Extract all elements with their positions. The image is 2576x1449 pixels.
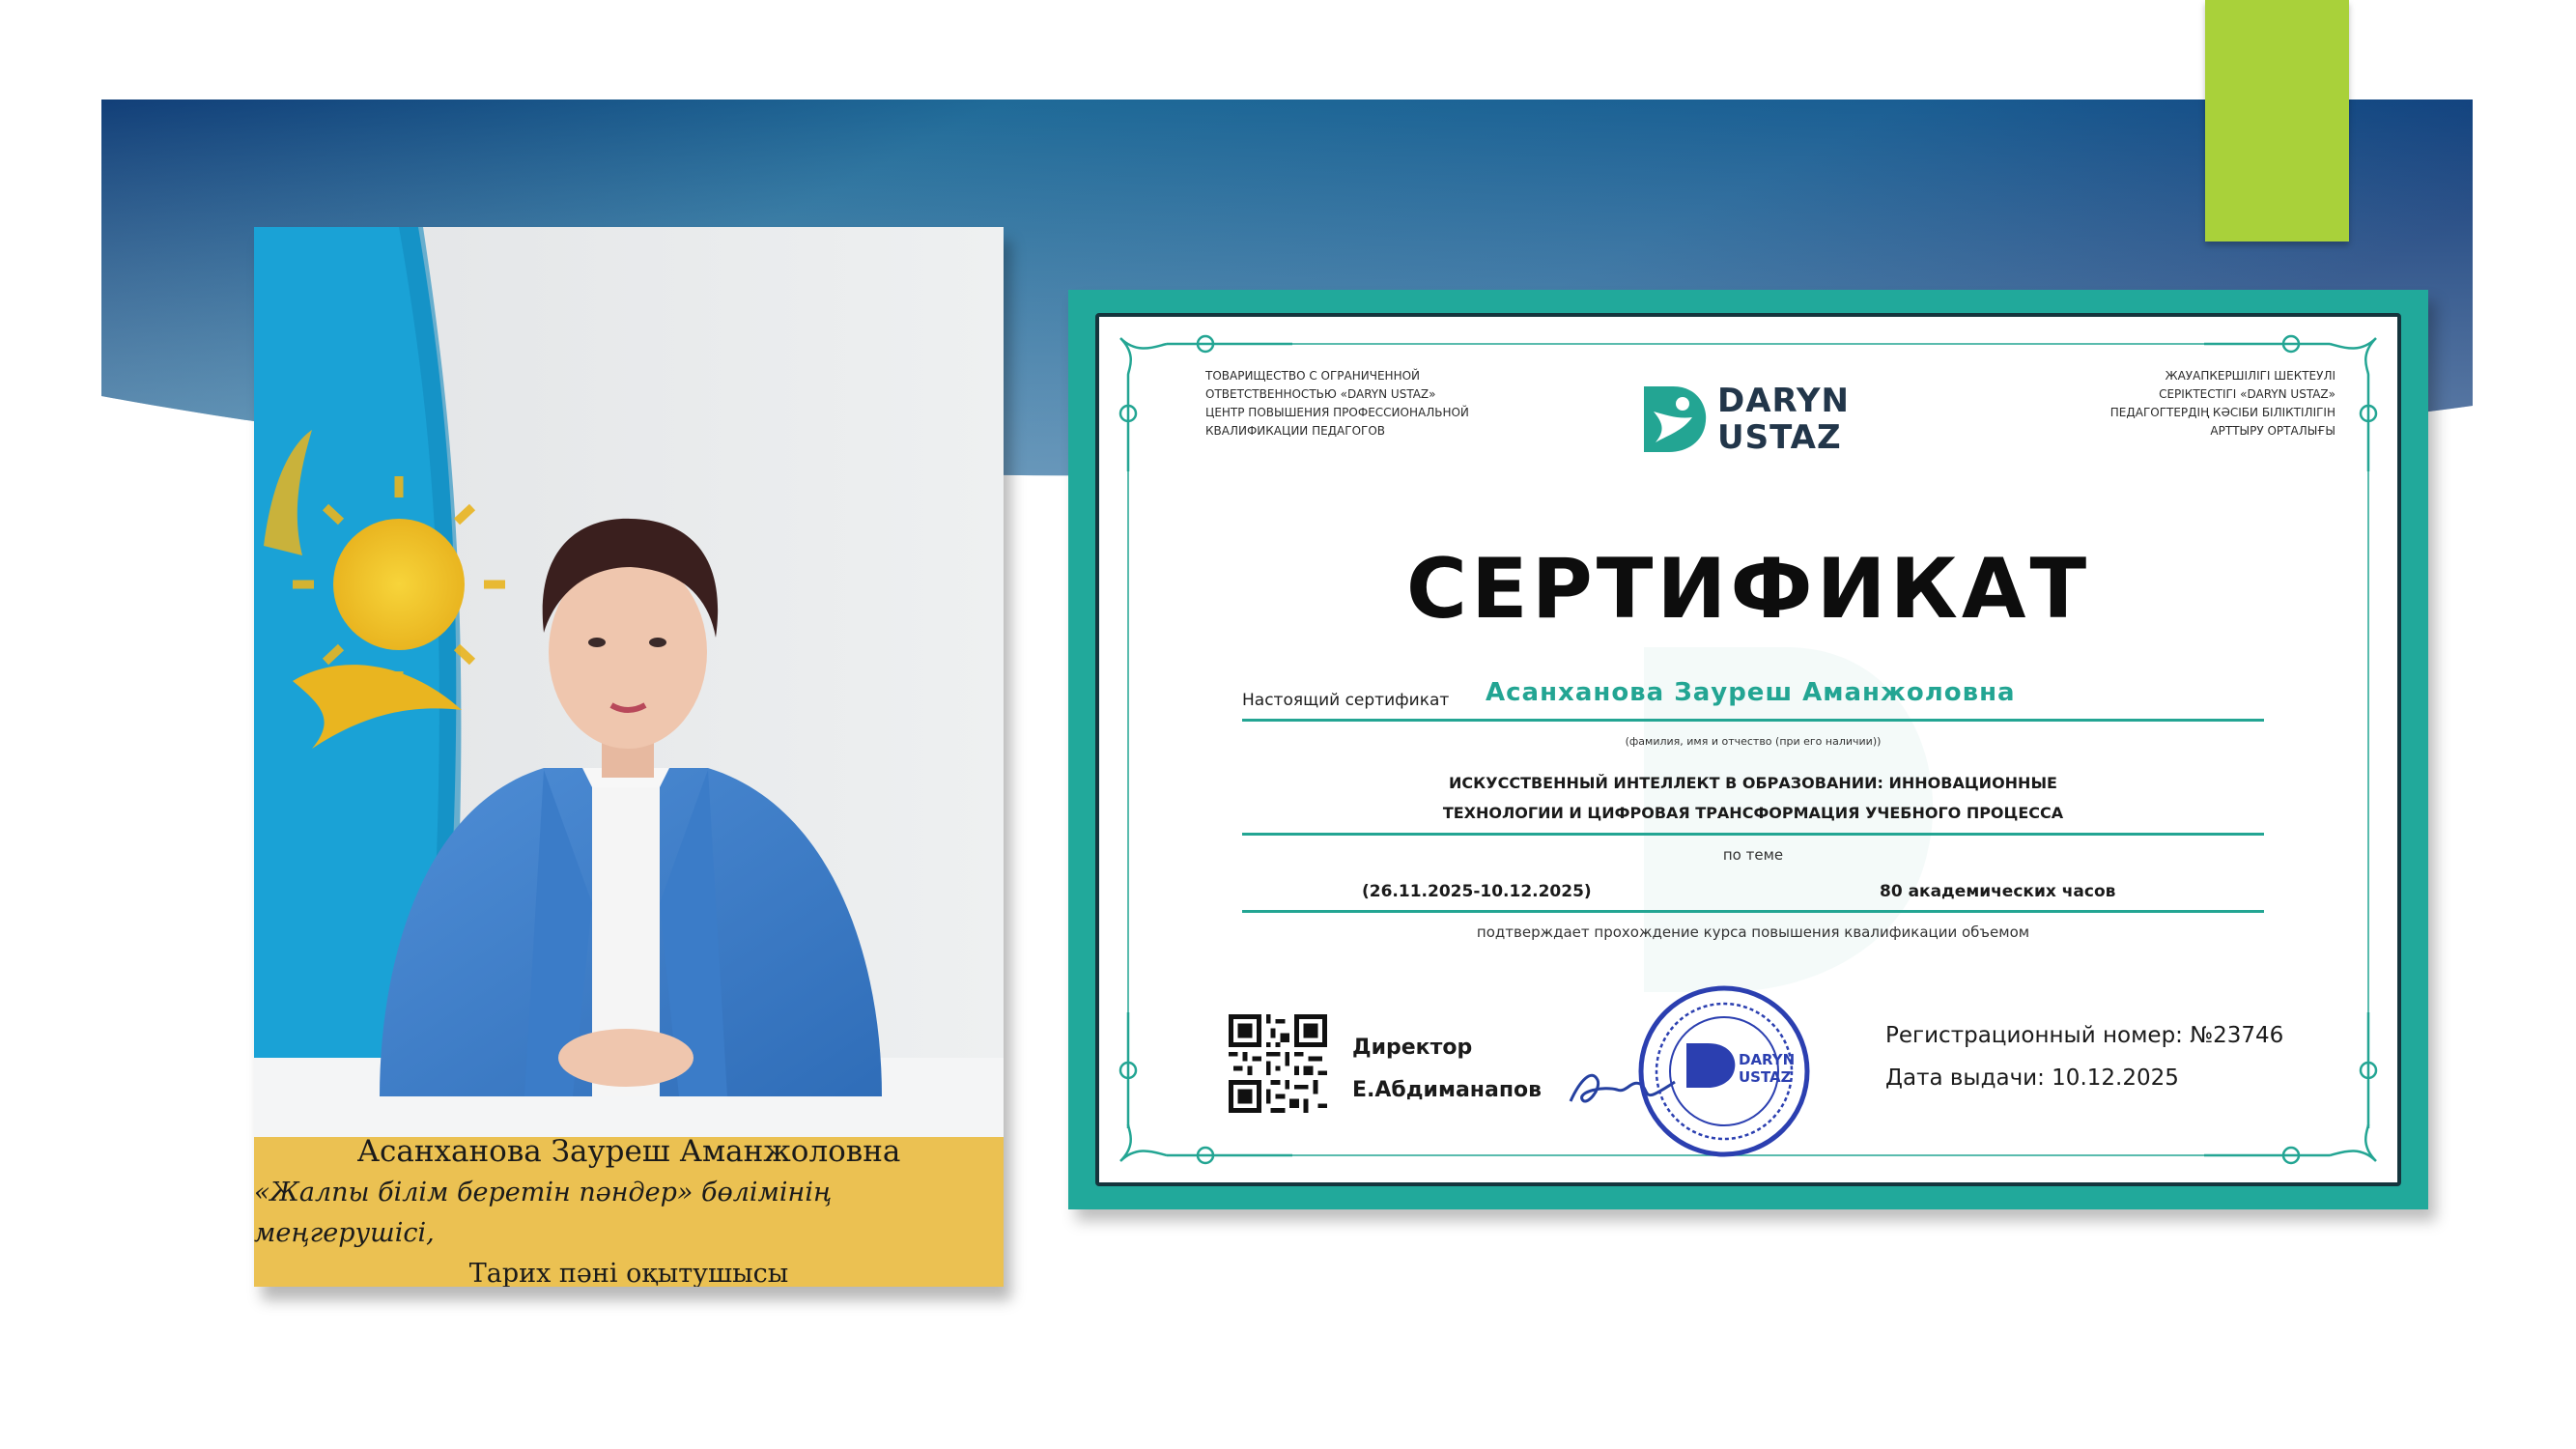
caption-position: «Жалпы білім беретін пәндер» бөлімінің меңгерушісі, (254, 1177, 833, 1248)
qr-code-icon (1229, 1014, 1327, 1113)
caption-subject: Тарих пәні оқытушысы (468, 1258, 789, 1287)
certificate (1068, 290, 2428, 1209)
topic-label: по теме (1722, 846, 1784, 864)
registration-number: Регистрационный номер: №23746 (1885, 1023, 2284, 1048)
issue-date: Дата выдачи: 10.12.2025 (1885, 1065, 2179, 1091)
recipient-hint: (фамилия, имя и отчество (при его наличии)) (1625, 735, 1882, 748)
org-name-ru: ТОВАРИЩЕСТВО С ОГРАНИЧЕННОЙ ОТВЕТСТВЕННОСТЬЮ «DARYN USTAZ» ЦЕНТР ПОВЫШЕНИЯ ПРОФЕССИОНАЛЬНОЙ КВАЛИФИКАЦИИ ПЕДАГОГОВ (1205, 369, 1469, 438)
recipient-name: Асанханова Зауреш Аманжоловна (1486, 678, 2016, 707)
course-underline (1242, 833, 2264, 836)
portrait-caption (254, 1133, 1004, 1287)
certificate-title: СЕРТИФИКАТ (1405, 541, 2091, 638)
registration-block (1885, 1014, 2283, 1099)
director-title: Директор (1352, 1036, 1473, 1060)
org-name-kz: ЖАУАПКЕРШІЛІГІ ШЕКТЕУЛІ СЕРІКТЕСТІГІ «DARYN USTAZ» ПЕДАГОГТЕРДІҢ КӘСІБИ БІЛІКТІЛІГІН АРТТЫРУ ОРТАЛЫҒЫ (2109, 369, 2335, 438)
svg-text:USTAZ: USTAZ (1739, 1068, 1792, 1086)
certificate-body (1095, 313, 2401, 1186)
accent-tab (2205, 0, 2349, 242)
course-hours: 80 академических часов (1880, 882, 2116, 901)
darynustaz-logo-icon (1640, 383, 1710, 456)
confirm-text: подтверждает прохождение курса повышения квалификации объемом (1476, 923, 2030, 941)
svg-text:DARYN: DARYN (1739, 1051, 1796, 1068)
recipient-underline (1242, 719, 2264, 722)
dates-underline (1242, 910, 2264, 913)
course-dates: (26.11.2025-10.12.2025) (1362, 882, 1592, 901)
course-title: ИСКУССТВЕННЫЙ ИНТЕЛЛЕКТ В ОБРАЗОВАНИИ: ИННОВАЦИОННЫЕ ТЕХНОЛОГИИ И ЦИФРОВАЯ ТРАНСФОРМАЦИЯ УЧЕБНОГО ПРОЦЕССА (1442, 774, 2064, 822)
portrait-card (254, 227, 1004, 1287)
caption-name: Асанханова Зауреш Аманжоловна (356, 1133, 901, 1169)
brand-name: DARYN USTAZ (1717, 382, 1850, 457)
darynustaz-logo (1640, 383, 1891, 460)
present-label: Настоящий сертификат (1242, 691, 1450, 710)
director-block (1352, 1027, 1542, 1112)
stamp-icon (1636, 983, 1812, 1159)
director-name: Е.Абдиманапов (1352, 1078, 1543, 1102)
portrait-photo (254, 227, 1004, 1137)
